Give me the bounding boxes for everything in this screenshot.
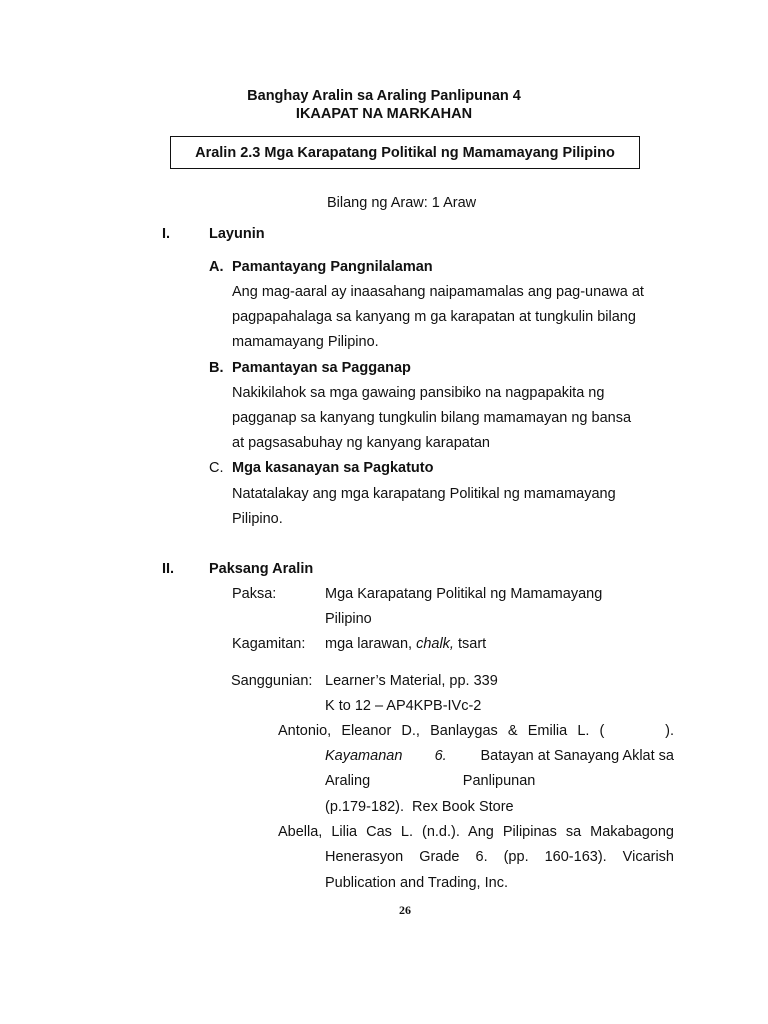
objective-b-heading: Pamantayan sa Pagganap (232, 360, 411, 376)
objective-c-line: Pilipino. (232, 511, 283, 527)
reference-2-line3: Publication and Trading, Inc. (325, 875, 508, 891)
kagamitan-label: Kagamitan: (232, 636, 306, 652)
section-2-numeral: II. (162, 561, 175, 577)
lesson-title-box (170, 136, 640, 169)
reference-2-line1: Abella, Lilia Cas L. (n.d.). Ang Pilipinas sa Makabagong (278, 824, 674, 840)
paksa-label: Paksa: (232, 586, 277, 602)
objective-a-line: Ang mag-aaral ay inaasahang naipamamalas ang pag-unawa at (232, 284, 644, 300)
page-number: 26 (399, 903, 411, 917)
reference-1-line1: Antonio, Eleanor D., Banlaygas & Emilia L. ( ). (278, 723, 674, 739)
section-1-heading: Layunin (209, 226, 265, 242)
lesson-title: Aralin 2.3 Mga Karapatang Politikal ng Mamamayang Pilipino (195, 144, 615, 161)
kagamitan-item-italic: chalk, (416, 636, 454, 652)
section-2-heading: Paksang Aralin (209, 561, 314, 577)
sanggunian-line: K to 12 – AP4KPB-IVc-2 (325, 698, 482, 714)
objective-a-line: mamamayang Pilipino. (232, 334, 379, 350)
kagamitan-item: tsart (458, 636, 487, 652)
objective-a-line: pagpapahalaga sa kanyang m ga karapatan at tungkulin bilang (232, 309, 636, 325)
reference-1-book-title: Kayamanan 6. (325, 748, 447, 764)
quarter-heading: IKAAPAT NA MARKAHAN (295, 106, 473, 122)
paksa-value-line: Pilipino (325, 611, 372, 627)
document-title: Banghay Aralin sa Araling Panlipunan 4 (247, 88, 521, 104)
reference-1-line2 (325, 748, 674, 764)
objective-c-line: Natatalakay ang mga karapatang Politikal ng mamamayang (232, 486, 616, 502)
objective-c-heading: Mga kasanayan sa Pagkatuto (232, 460, 434, 476)
sanggunian-line: Learner’s Material, pp. 339 (325, 673, 498, 689)
reference-1-line3: Araling Panlipunan (325, 773, 536, 789)
reference-1-line4: (p.179-182). Rex Book Store (325, 799, 514, 815)
sanggunian-label: Sanggunian: (231, 673, 313, 689)
paksa-value-line: Mga Karapatang Politikal ng Mamamayang (325, 586, 603, 602)
reference-1-subtitle: Batayan at Sanayang Aklat sa (480, 748, 674, 764)
objective-b-line: at pagsasabuhay ng kanyang karapatan (232, 435, 490, 451)
objective-b-marker: B. (209, 360, 224, 376)
section-1-numeral: I. (162, 226, 171, 242)
objective-a-heading: Pamantayang Pangnilalaman (232, 259, 433, 275)
objective-b-line: pagganap sa kanyang tungkulin bilang mamamayan ng bansa (232, 410, 632, 426)
kagamitan-item: mga larawan, (325, 636, 413, 652)
objective-b-line: Nakikilahok sa mga gawaing pansibiko na nagpapakita ng (232, 385, 605, 401)
objective-a-marker: A. (209, 259, 224, 275)
reference-2-line2: Henerasyon Grade 6. (pp. 160-163). Vicarish (325, 849, 674, 865)
days-count: Bilang ng Araw: 1 Araw (327, 195, 477, 211)
objective-c-marker: C. (209, 460, 224, 476)
kagamitan-value (325, 636, 486, 652)
